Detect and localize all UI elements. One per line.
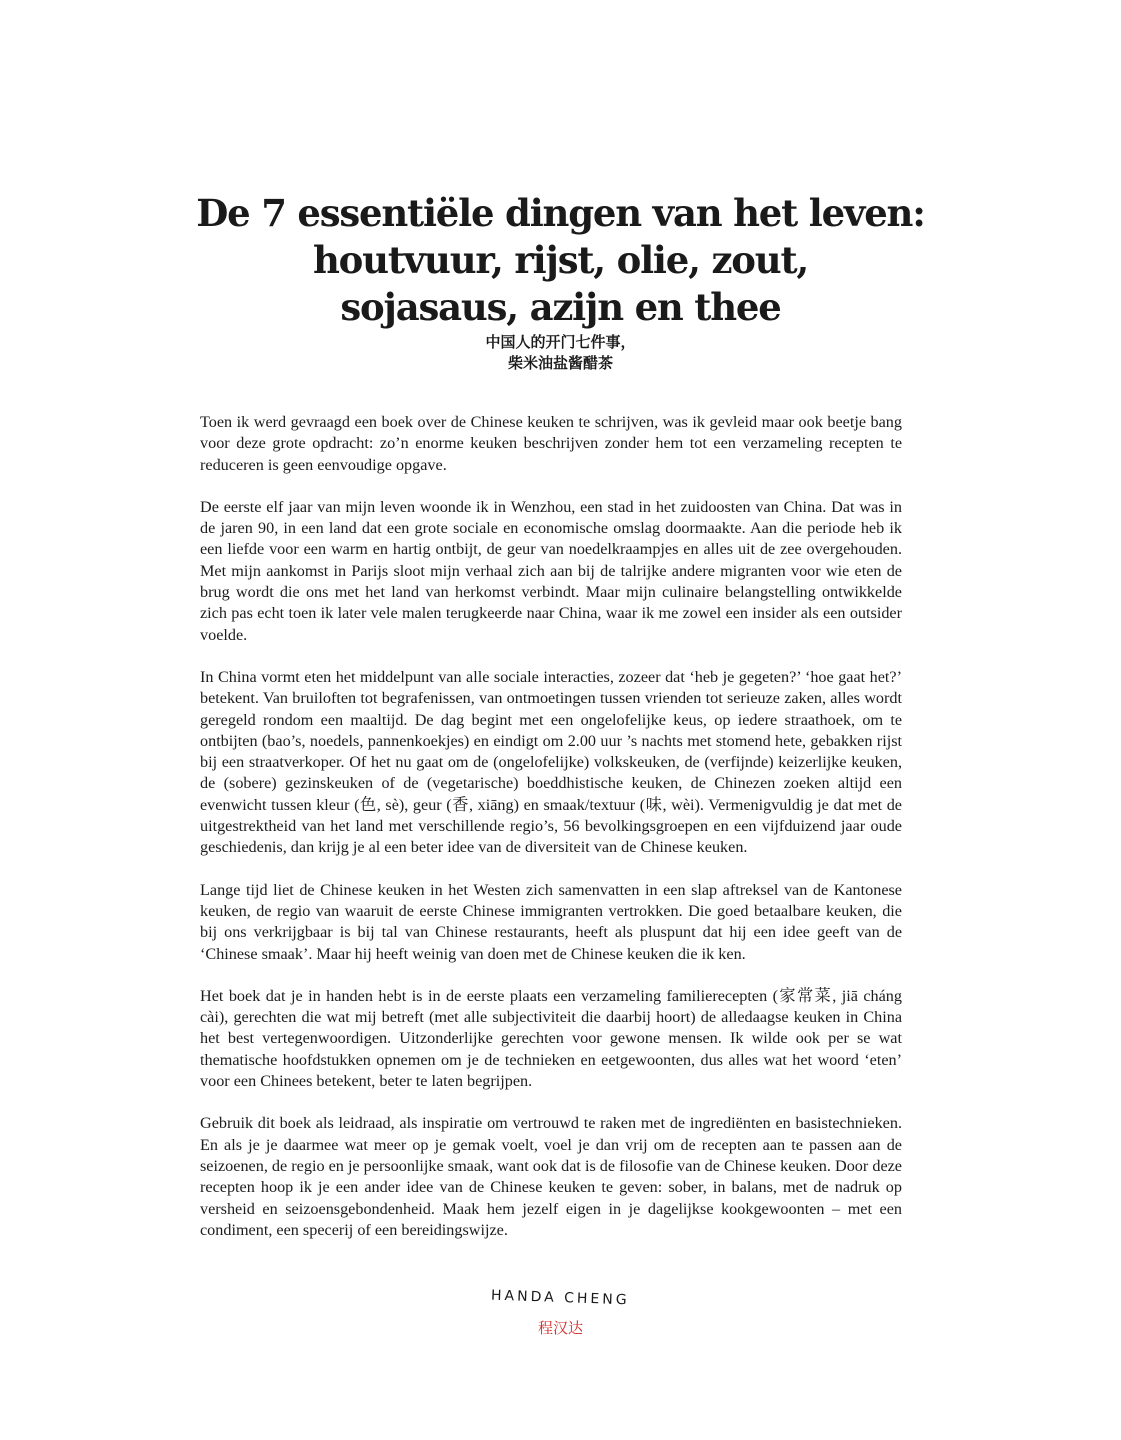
paragraph-2: De eerste elf jaar van mijn leven woonde ik in Wenzhou, een stad in het zuidoosten van China. Dat was in de jaren 90, in een land dat een grote sociale en economische omslag doormaakte. Aan die periode heb ik een liefde voor een warm en hartig ontbijt, de geur van noedelkraampjes en alles uit de zee overgehouden. Met mijn aankomst in Parijs sloot mijn verhaal zich aan bij de talrijke andere migranten voor wie eten de brug wordt die ons met het land van herkomst verbindt. Maar mijn culinaire belangstelling ontwikkelde zich pas echt toen ik later vele malen terugkeerde naar China, waar ik me zowel een insider als een outsider voelde. (200, 497, 902, 644)
title-line-2: houtvuur, rijst, olie, zout, (312, 238, 809, 282)
page-title (0, 190, 1121, 331)
author-chinese-name: 程汉达 (537, 1319, 583, 1337)
subtitle-line-2: 柴米油盐酱醋茶 (507, 354, 613, 372)
title-line-1: De 7 essentiële dingen van het leven: (196, 191, 925, 235)
paragraph-3: In China vormt eten het middelpunt van alle sociale interacties, zozeer dat ‘heb je gegeten?’ ‘hoe gaat het?’ betekent. Van bruiloften tot begrafenissen, van ontmoetingen tussen vrienden tot serieuze zaken, alles wordt geregeld rondom een maaltijd. De dag begint met een ongelofelijke keus, op iedere straathoek, om te ontbijten (bao’s, noedels, pannenkoekjes) en eindigt om 2.00 uur ’s nachts met stomend hete, gebakken rijst bij een straatverkoper. Of het nu gaat om de (ongelofelijke) volkskeuken, de (verfijnde) keizerlijke keuken, de (sobere) gezinskeuken of de (vegetarische) boeddhistische keuken, de Chinezen zoeken altijd een evenwicht tussen kleur (色, sè), geur (香, xiāng) en smaak/textuur (味, wèi). Vermenigvuldig je dat met de uitgestrektheid van het land met verschillende regio’s, 56 bevolkingsgroepen en een vijfduizend jaar oude geschiedenis, dan krijg je al een beter idee van de diversiteit van de Chinese keuken. (200, 667, 902, 857)
paragraph-4: Lange tijd liet de Chinese keuken in het Westen zich samenvatten in een slap aftreksel van de Kantonese keuken, de regio van waaruit de eerste Chinese immigranten vertrokken. Die goed betaalbare keuken, die bij ons verkrijgbaar is bij tal van Chinese restaurants, heeft als pluspunt dat hij een idee geeft van de ‘Chinese smaak’. Maar hij heeft weinig van doen met de Chinese keuken die ik ken. (200, 880, 902, 963)
author-signature (0, 1289, 1121, 1338)
subtitle-line-1: 中国人的开门七件事， (485, 333, 636, 351)
chinese-subtitle (0, 332, 1121, 374)
paragraph-6: Gebruik dit boek als leidraad, als inspiratie om vertrouwd te raken met de ingrediënten en basistechnieken. En als je je daarmee wat meer op je gemak voelt, voel je dan vrij om de recepten aan te passen aan de seizoenen, de regio en je persoonlijke smaak, want ook dat is de filosofie van de Chinese keuken. Door deze recepten hoop ik je een ander idee van de Chinese keuken te geven: sober, in balans, met de nadruk op versheid en seizoensgebondenheid. Maak hem jezelf eigen in je dagelijkse kookgewoonten – met een condiment, een specerij of een bereidingswijze. (200, 1114, 902, 1239)
paragraph-5: Het boek dat je in handen hebt is in de eerste plaats een verzameling familierecepten (家常菜, jiā cháng cài), gerechten die wat mij betreft (met alle subjectiviteit die daarbij hoort) de alledaagse keuken in China het best vertegenwoordigen. Uitzonderlijke gerechten voor gewone mensen. Ik wilde ook per se wat thematische hoofdstukken opnemen om je de technieken en eetgewoonten, dus alles wat het woord ‘eten’ voor een Chinees betekent, beter te laten begrijpen. (200, 986, 902, 1091)
body-text (200, 412, 902, 1262)
title-line-3: sojasaus, azijn en thee (340, 285, 781, 329)
paragraph-1: Toen ik werd gevraagd een boek over de Chinese keuken te schrijven, was ik gevleid maar ook beetje bang voor deze grote opdracht: zo’n enorme keuken beschrijven zonder hem tot een verzameling recepten te reduceren is geen eenvoudige opgave. (200, 413, 902, 474)
author-name: HANDA CHENG (490, 1287, 631, 1309)
